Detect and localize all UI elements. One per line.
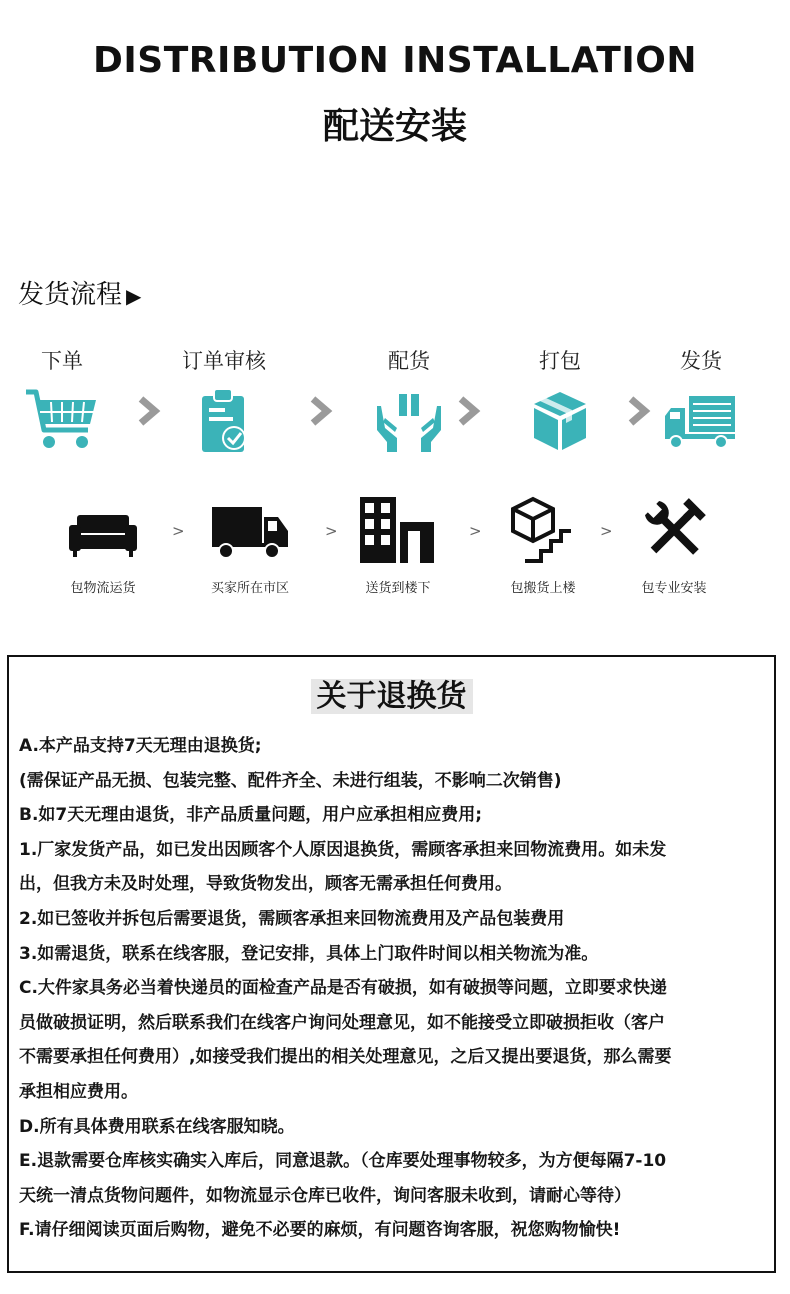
policy-line: C.大件家具务必当着快递员的面检查产品是否有破损，如有破损等问题，立即要求快递: [19, 978, 667, 999]
policy-line: D.所有具体费用联系在线客服知晓。: [19, 1116, 295, 1137]
service-upstairs: [478, 495, 608, 596]
flow-step-picking: [349, 346, 469, 456]
service-logistics: [38, 495, 168, 596]
page-title-en: DISTRIBUTION INSTALLATION: [93, 40, 697, 81]
flow-heading-text: 发货流程: [18, 280, 123, 310]
service-doorstep: [333, 495, 463, 596]
flow-step-label: 打包: [539, 349, 581, 373]
service-separator: >: [469, 522, 482, 540]
flow-step-order: [2, 346, 122, 456]
policy-line: 3.如需退货，联系在线客服，登记安排，具体上门取件时间以相关物流为准。: [19, 943, 599, 964]
service-separator: >: [600, 522, 613, 540]
policy-line: 承担相应费用。: [19, 1081, 138, 1102]
service-label: 包搬货上楼: [510, 581, 576, 596]
flow-step-label: 订单审核: [182, 349, 266, 373]
flow-step-review: [164, 346, 284, 456]
building-icon: [358, 495, 438, 565]
tools-icon: [634, 495, 714, 565]
play-triangle-icon: ▶: [126, 284, 142, 308]
policy-line: 天统一清点货物问题件，如物流显示仓库已收件，询问客服未收到，请耐心等待）: [19, 1185, 631, 1206]
flow-step-label: 下单: [41, 349, 83, 373]
chevron-right-icon: [308, 396, 334, 426]
service-label: 包专业安装: [641, 581, 707, 596]
flow-step-shipping: [641, 346, 761, 456]
package-box-icon: [522, 386, 598, 456]
return-policy-title: [9, 671, 774, 715]
policy-line: A.本产品支持7天无理由退换货;: [19, 736, 262, 756]
flow-step-packing: [500, 346, 620, 456]
service-separator: >: [172, 522, 185, 540]
hands-box-icon: [371, 386, 447, 456]
flow-heading: [18, 274, 141, 311]
policy-line: (需保证产品无损、包装完整、配件齐全、未进行组装，不影响二次销售): [19, 770, 562, 791]
service-separator: >: [325, 522, 338, 540]
service-label: 买家所在市区: [210, 581, 289, 596]
chevron-right-icon: [136, 396, 162, 426]
flow-step-label: 发货: [680, 349, 722, 373]
return-policy-title-text: 关于退换货: [311, 679, 473, 714]
return-policy-box: [7, 655, 776, 1273]
service-label: 送货到楼下: [365, 581, 431, 596]
policy-line: 出，但我方未及时处理，导致货物发出，顾客无需承担任何费用。: [19, 874, 512, 895]
shopping-cart-icon: [24, 386, 100, 456]
truck-icon: [210, 495, 290, 565]
policy-line: 员做破损证明，然后联系我们在线客户询问处理意见，如不能接受立即破损拒收（客户: [19, 1012, 665, 1033]
flow-step-label: 配货: [388, 349, 430, 373]
service-label: 包物流运货: [70, 581, 136, 596]
service-install: [609, 495, 739, 596]
policy-line: 2.如已签收并拆包后需要退货，需顾客承担来回物流费用及产品包装费用: [19, 908, 565, 929]
policy-line: F.请仔细阅读页面后购物，避免不必要的麻烦，有问题咨询客服，祝您购物愉快!: [19, 1220, 621, 1241]
box-stairs-icon: [503, 495, 583, 565]
policy-line: B.如7天无理由退货，非产品质量问题，用户应承担相应费用;: [19, 805, 483, 826]
chevron-right-icon: [456, 396, 482, 426]
policy-line: 1.厂家发货产品，如已发出因顾客个人原因退换货，需顾客承担来回物流费用。如未发: [19, 839, 667, 860]
service-city: [185, 495, 315, 596]
clipboard-check-icon: [186, 386, 262, 456]
return-policy-text: [19, 729, 769, 1248]
policy-line: 不需要承担任何费用）,如接受我们提出的相关处理意见，之后又提出要退货，那么需要: [19, 1047, 672, 1068]
page-title-cn: 配送安装: [322, 106, 467, 147]
sofa-icon: [63, 495, 143, 565]
delivery-truck-icon: [663, 386, 739, 456]
policy-line: E.退款需要仓库核实确实入库后，同意退款。（仓库要处理事物较多，为方便每隔7-10: [19, 1151, 667, 1172]
